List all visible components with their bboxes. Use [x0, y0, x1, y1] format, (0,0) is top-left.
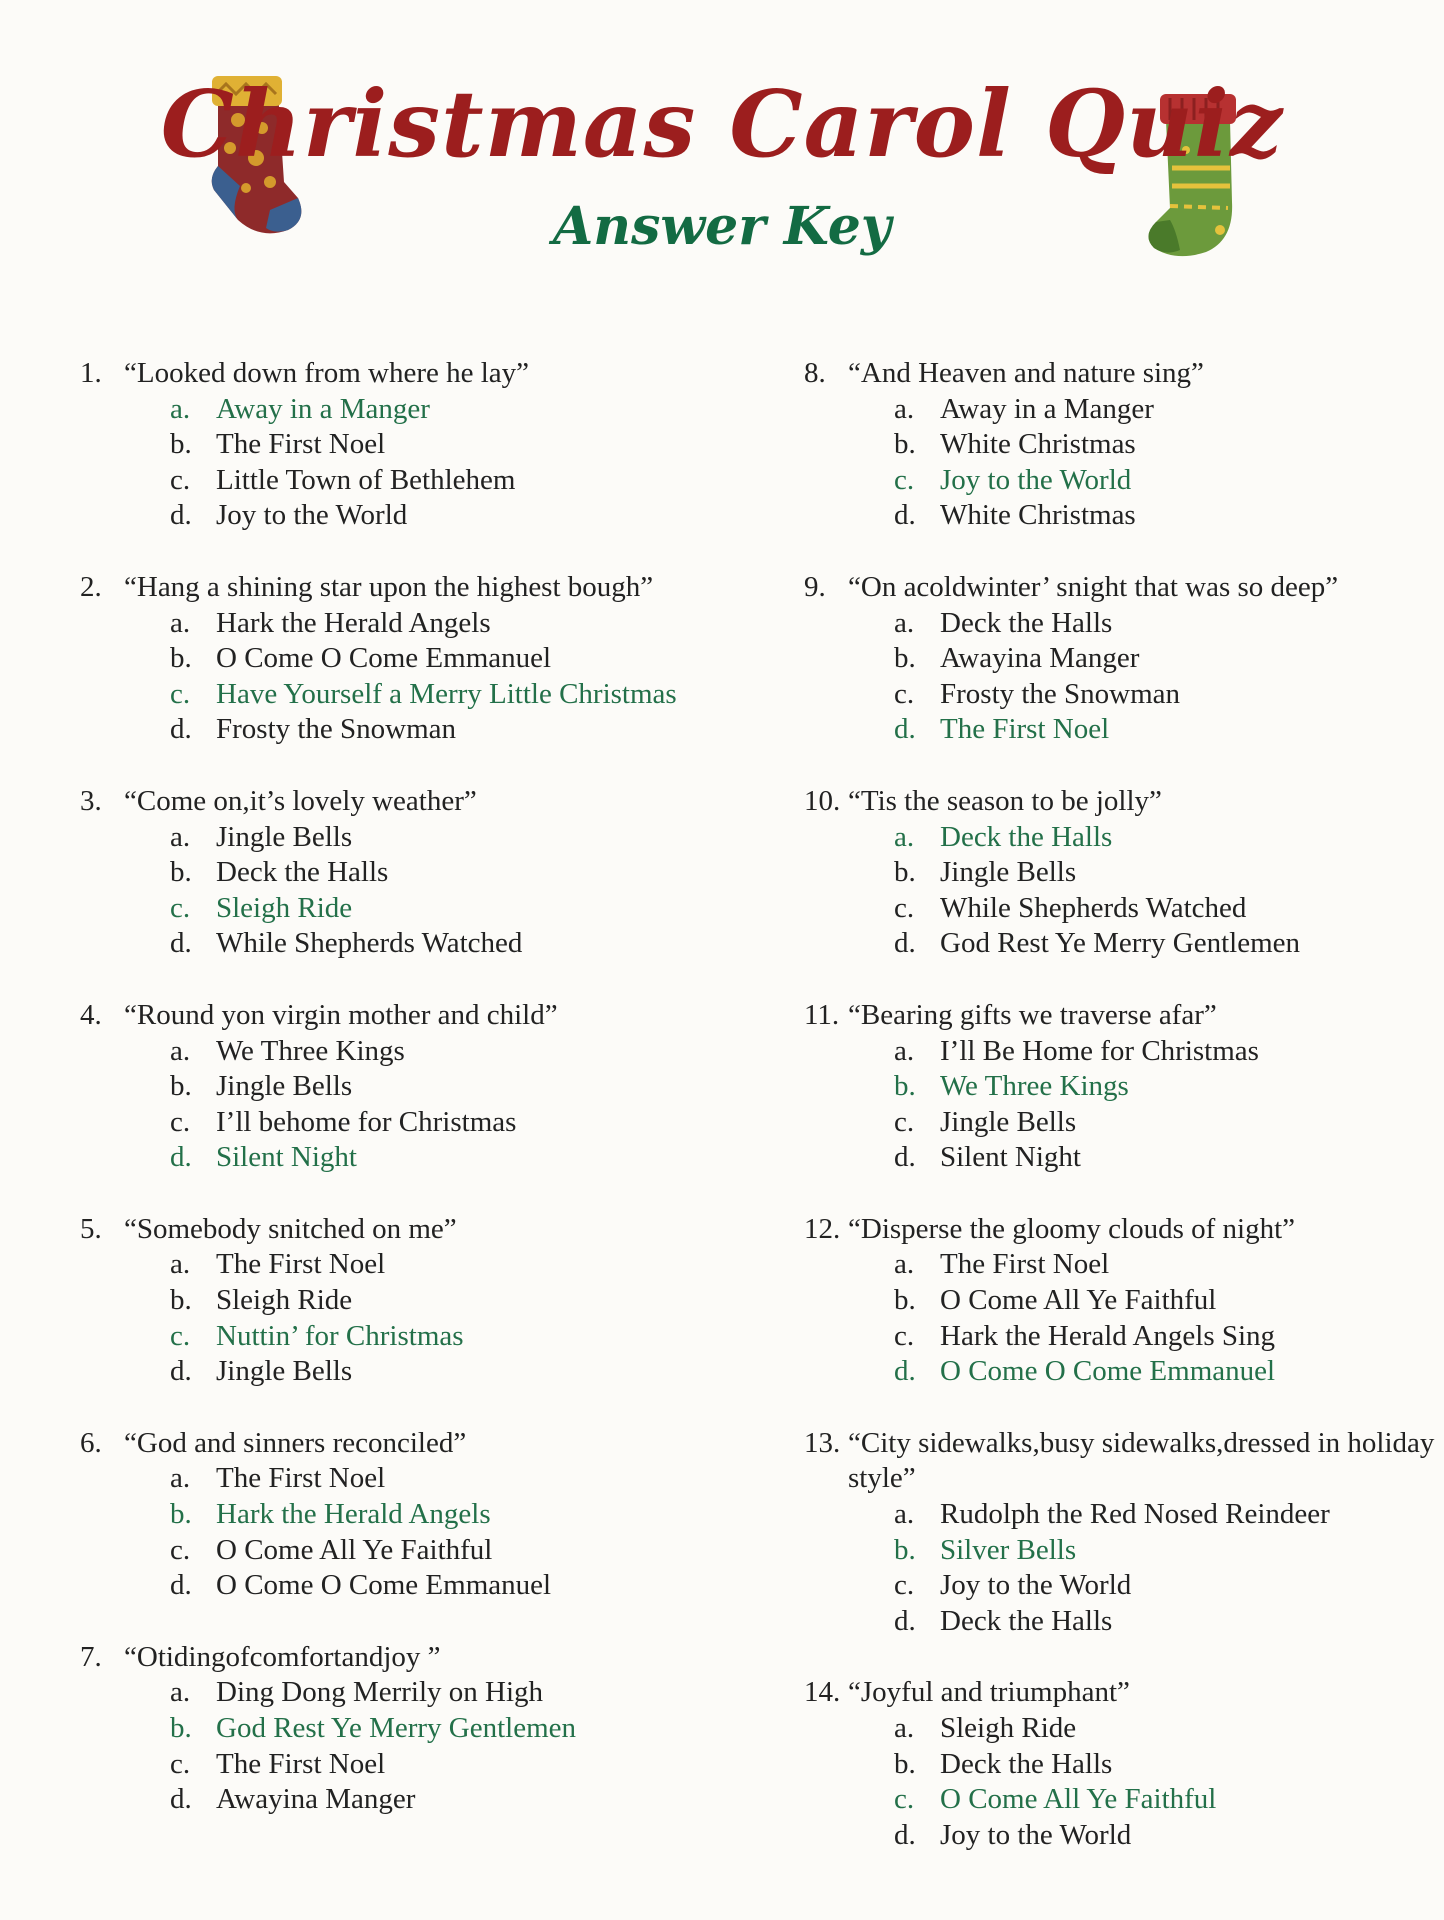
answer-option — [804, 855, 1444, 891]
answer-option — [804, 1604, 1444, 1640]
option-letter: c. — [170, 463, 191, 496]
question-block — [804, 570, 1444, 748]
option-letter: d. — [894, 1141, 916, 1174]
correct-answer-option — [804, 1782, 1444, 1818]
option-text: Hark the Herald Angels — [216, 1498, 491, 1531]
option-letter: c. — [894, 1569, 915, 1602]
option-text: Joy to the World — [940, 1569, 1132, 1602]
option-text: Away in a Manger — [940, 392, 1154, 425]
questions-right-column — [804, 356, 1444, 1889]
question-line — [80, 784, 720, 820]
answer-option — [80, 855, 720, 891]
answer-option — [80, 1675, 720, 1711]
answer-option — [80, 498, 720, 534]
correct-answer-option — [804, 820, 1444, 856]
answer-option — [80, 1283, 720, 1319]
option-text: Ding Dong Merrily on High — [216, 1676, 544, 1709]
question-number: 7. — [80, 1640, 102, 1673]
option-letter: d. — [170, 1355, 192, 1388]
option-text: The First Noel — [216, 1462, 386, 1495]
option-text: O Come O Come Emmanuel — [216, 1569, 552, 1602]
option-letter: b. — [894, 1070, 916, 1103]
question-block — [80, 784, 720, 962]
page-title: Christmas Carol Quiz — [160, 70, 1284, 178]
option-letter: a. — [894, 606, 915, 639]
correct-answer-option — [80, 1319, 720, 1355]
question-text: “God and sinners reconciled” — [124, 1426, 467, 1459]
question-block — [80, 1640, 720, 1818]
question-block — [804, 784, 1444, 962]
option-text: While Shepherds Watched — [940, 891, 1247, 924]
option-letter: c. — [170, 1747, 191, 1780]
option-letter: b. — [894, 642, 916, 675]
option-letter: c. — [894, 1783, 915, 1816]
option-letter: a. — [170, 820, 191, 853]
option-letter: d. — [170, 1141, 192, 1174]
question-number: 14. — [804, 1676, 841, 1709]
answer-option — [804, 1140, 1444, 1176]
option-letter: b. — [170, 856, 192, 889]
question-text: “Joyful and triumphant” — [848, 1676, 1130, 1709]
page-subtitle: Answer Key — [552, 196, 892, 257]
option-letter: d. — [894, 713, 916, 746]
option-letter: c. — [894, 463, 915, 496]
question-number: 13. — [804, 1426, 841, 1459]
option-letter: c. — [170, 1105, 191, 1138]
answer-option — [80, 606, 720, 642]
question-line — [80, 356, 720, 392]
option-text: Awayina Manger — [216, 1783, 416, 1816]
option-text: Have Yourself a Merry Little Christmas — [216, 677, 677, 710]
option-letter: a. — [894, 1712, 915, 1744]
question-block — [80, 1212, 720, 1390]
option-text: The First Noel — [216, 428, 386, 461]
question-line — [804, 998, 1444, 1034]
question-line — [804, 784, 1444, 820]
answer-option — [804, 606, 1444, 642]
question-number: 12. — [804, 1212, 841, 1245]
option-text: O Come O Come Emmanuel — [216, 642, 552, 675]
question-line — [804, 356, 1444, 392]
question-text: “Come on,it’s lovely weather” — [124, 784, 477, 817]
option-text: Little Town of Bethlehem — [216, 463, 516, 496]
option-text: White Christmas — [940, 428, 1136, 461]
question-number: 10. — [804, 784, 841, 817]
option-text: White Christmas — [940, 499, 1136, 532]
answer-option — [80, 1105, 720, 1141]
answer-option — [804, 1711, 1444, 1747]
option-text: Frosty the Snowman — [216, 713, 457, 746]
option-letter: c. — [894, 891, 915, 924]
question-block — [804, 356, 1444, 534]
option-text: Deck the Halls — [216, 856, 389, 889]
answer-option — [80, 1782, 720, 1818]
answer-option — [80, 712, 720, 748]
answer-option — [804, 1283, 1444, 1319]
option-letter: a. — [894, 820, 915, 853]
question-text: “City sidewalks,busy sidewalks,dressed in holiday style” — [848, 1426, 1435, 1495]
answer-option — [804, 392, 1444, 428]
option-text: Deck the Halls — [940, 1604, 1113, 1637]
option-letter: b. — [894, 1533, 916, 1566]
option-letter: d. — [894, 1818, 916, 1851]
option-text: O Come All Ye Faithful — [940, 1284, 1217, 1317]
option-letter: c. — [894, 1105, 915, 1138]
option-text: The First Noel — [940, 1248, 1110, 1281]
option-letter: d. — [170, 927, 192, 960]
question-text: “Round yon virgin mother and child” — [124, 998, 558, 1031]
option-text: Silver Bells — [940, 1533, 1077, 1566]
option-letter: d. — [170, 713, 192, 746]
question-block — [80, 998, 720, 1176]
correct-answer-option — [80, 1497, 720, 1533]
answer-option — [80, 1069, 720, 1105]
question-line — [804, 1426, 1444, 1497]
option-letter: d. — [894, 927, 916, 960]
answer-option — [804, 641, 1444, 677]
correct-answer-option — [80, 891, 720, 927]
option-text: Jingle Bells — [216, 1355, 353, 1388]
page-header — [0, 0, 1444, 300]
question-line — [80, 1426, 720, 1462]
option-text: Hark the Herald Angels — [216, 606, 491, 639]
option-letter: b. — [894, 1747, 916, 1780]
answer-option — [804, 1568, 1444, 1604]
question-block — [804, 998, 1444, 1176]
option-text: Hark the Herald Angels Sing — [940, 1319, 1276, 1352]
option-letter: c. — [894, 677, 915, 710]
answer-option — [804, 1497, 1444, 1533]
answer-option — [804, 1105, 1444, 1141]
option-text: Silent Night — [216, 1141, 357, 1174]
option-text: Nuttin’ for Christmas — [216, 1319, 464, 1352]
question-text: “And Heaven and nature sing” — [848, 357, 1204, 389]
question-line — [804, 570, 1444, 606]
option-text: Deck the Halls — [940, 1747, 1113, 1780]
option-text: Jingle Bells — [940, 856, 1077, 889]
answer-option — [804, 427, 1444, 463]
option-text: Jingle Bells — [940, 1105, 1077, 1138]
question-block — [80, 1426, 720, 1604]
correct-answer-option — [804, 1354, 1444, 1390]
option-letter: d. — [894, 499, 916, 532]
option-letter: d. — [170, 1569, 192, 1602]
correct-answer-option — [804, 1069, 1444, 1105]
correct-answer-option — [804, 712, 1444, 748]
option-text: Sleigh Ride — [216, 891, 353, 924]
question-number: 3. — [80, 784, 102, 817]
answer-option — [80, 1461, 720, 1497]
question-number: 5. — [80, 1212, 102, 1245]
option-text: I’ll behome for Christmas — [216, 1105, 517, 1138]
question-text: “Hang a shining star upon the highest bough” — [124, 570, 654, 603]
answer-option — [80, 1568, 720, 1604]
option-letter: b. — [170, 642, 192, 675]
question-number: 1. — [80, 357, 102, 389]
answer-option — [80, 1034, 720, 1070]
option-letter: b. — [170, 428, 192, 461]
option-letter: b. — [894, 856, 916, 889]
option-letter: d. — [894, 1355, 916, 1388]
question-number: 11. — [804, 998, 840, 1031]
option-letter: a. — [170, 1034, 191, 1067]
option-letter: a. — [170, 1462, 191, 1495]
correct-answer-option — [80, 392, 720, 428]
option-text: O Come All Ye Faithful — [216, 1533, 493, 1566]
question-number: 6. — [80, 1426, 102, 1459]
question-text: “Tis the season to be jolly” — [848, 784, 1162, 817]
question-text: “Somebody snitched on me” — [124, 1212, 457, 1245]
option-text: We Three Kings — [940, 1070, 1129, 1103]
option-text: Frosty the Snowman — [940, 677, 1181, 710]
question-block — [80, 570, 720, 748]
question-number: 8. — [804, 357, 826, 389]
question-block — [804, 1212, 1444, 1390]
correct-answer-option — [804, 1533, 1444, 1569]
option-text: Sleigh Ride — [940, 1712, 1077, 1744]
option-text: Away in a Manger — [216, 392, 430, 425]
option-text: While Shepherds Watched — [216, 927, 523, 960]
option-text: I’ll Be Home for Christmas — [940, 1034, 1259, 1067]
option-text: Joy to the World — [940, 1818, 1132, 1851]
option-letter: c. — [170, 1319, 191, 1352]
question-line — [80, 998, 720, 1034]
question-number: 4. — [80, 998, 102, 1031]
question-block — [80, 356, 720, 534]
option-letter: d. — [894, 1604, 916, 1637]
answer-option — [80, 1747, 720, 1783]
option-letter: a. — [894, 1248, 915, 1281]
answer-option — [804, 1034, 1444, 1070]
option-text: Jingle Bells — [216, 820, 353, 853]
option-text: Deck the Halls — [940, 606, 1113, 639]
option-letter: b. — [894, 1284, 916, 1317]
option-letter: a. — [170, 392, 191, 425]
option-letter: a. — [170, 1248, 191, 1281]
answer-option — [80, 1533, 720, 1569]
question-text: “Looked down from where he lay” — [124, 357, 530, 389]
option-text: The First Noel — [216, 1747, 386, 1780]
answer-option — [804, 677, 1444, 713]
correct-answer-option — [804, 463, 1444, 499]
option-text: O Come All Ye Faithful — [940, 1783, 1217, 1816]
question-line — [804, 1675, 1444, 1711]
questions-left-column — [80, 356, 720, 1854]
question-text: “Bearing gifts we traverse afar” — [848, 998, 1217, 1031]
option-letter: b. — [170, 1498, 192, 1531]
option-text: The First Noel — [940, 713, 1110, 746]
question-line — [80, 570, 720, 606]
correct-answer-option — [80, 1140, 720, 1176]
answer-option — [804, 1319, 1444, 1355]
answer-option — [804, 926, 1444, 962]
question-number: 9. — [804, 570, 826, 603]
answer-option — [80, 926, 720, 962]
question-text: “Disperse the gloomy clouds of night” — [848, 1212, 1295, 1245]
option-letter: a. — [170, 606, 191, 639]
answer-option — [80, 1247, 720, 1283]
question-block — [804, 1426, 1444, 1640]
answer-option — [804, 1747, 1444, 1783]
option-text: Rudolph the Red Nosed Reindeer — [940, 1498, 1330, 1531]
option-letter: c. — [894, 1319, 915, 1352]
option-text: We Three Kings — [216, 1034, 405, 1067]
answer-option — [804, 1818, 1444, 1854]
answer-option — [804, 1247, 1444, 1283]
option-text: Joy to the World — [940, 463, 1132, 496]
option-letter: c. — [170, 1533, 191, 1566]
answer-option — [80, 820, 720, 856]
option-letter: c. — [170, 677, 191, 710]
option-text: Jingle Bells — [216, 1070, 353, 1103]
option-text: God Rest Ye Merry Gentlemen — [216, 1712, 577, 1744]
option-letter: b. — [170, 1712, 192, 1744]
option-text: Awayina Manger — [940, 642, 1140, 675]
option-text: Silent Night — [940, 1141, 1081, 1174]
option-text: The First Noel — [216, 1248, 386, 1281]
option-letter: b. — [170, 1284, 192, 1317]
answer-option — [80, 641, 720, 677]
question-block — [804, 1675, 1444, 1853]
option-letter: d. — [170, 1783, 192, 1816]
option-letter: b. — [170, 1070, 192, 1103]
option-text: O Come O Come Emmanuel — [940, 1355, 1276, 1388]
question-line — [80, 1212, 720, 1248]
correct-answer-option — [80, 1711, 720, 1747]
question-text: “Otidingofcomfortandjoy ” — [124, 1640, 441, 1673]
option-text: God Rest Ye Merry Gentlemen — [940, 927, 1301, 960]
answer-option — [80, 463, 720, 499]
question-text: “On acoldwinter’ snight that was so deep” — [848, 570, 1339, 603]
question-number: 2. — [80, 570, 102, 603]
option-text: Joy to the World — [216, 499, 408, 532]
option-letter: b. — [894, 428, 916, 461]
answer-option — [804, 498, 1444, 534]
option-text: Deck the Halls — [940, 820, 1113, 853]
option-text: Sleigh Ride — [216, 1284, 353, 1317]
option-letter: a. — [170, 1676, 191, 1709]
option-letter: a. — [894, 392, 915, 425]
question-line — [804, 1212, 1444, 1248]
answer-option — [80, 427, 720, 463]
option-letter: d. — [170, 499, 192, 532]
option-letter: c. — [170, 891, 191, 924]
option-letter: a. — [894, 1498, 915, 1531]
answer-option — [804, 891, 1444, 927]
answer-option — [80, 1354, 720, 1390]
correct-answer-option — [80, 677, 720, 713]
option-letter: a. — [894, 1034, 915, 1067]
question-line — [80, 1640, 720, 1676]
